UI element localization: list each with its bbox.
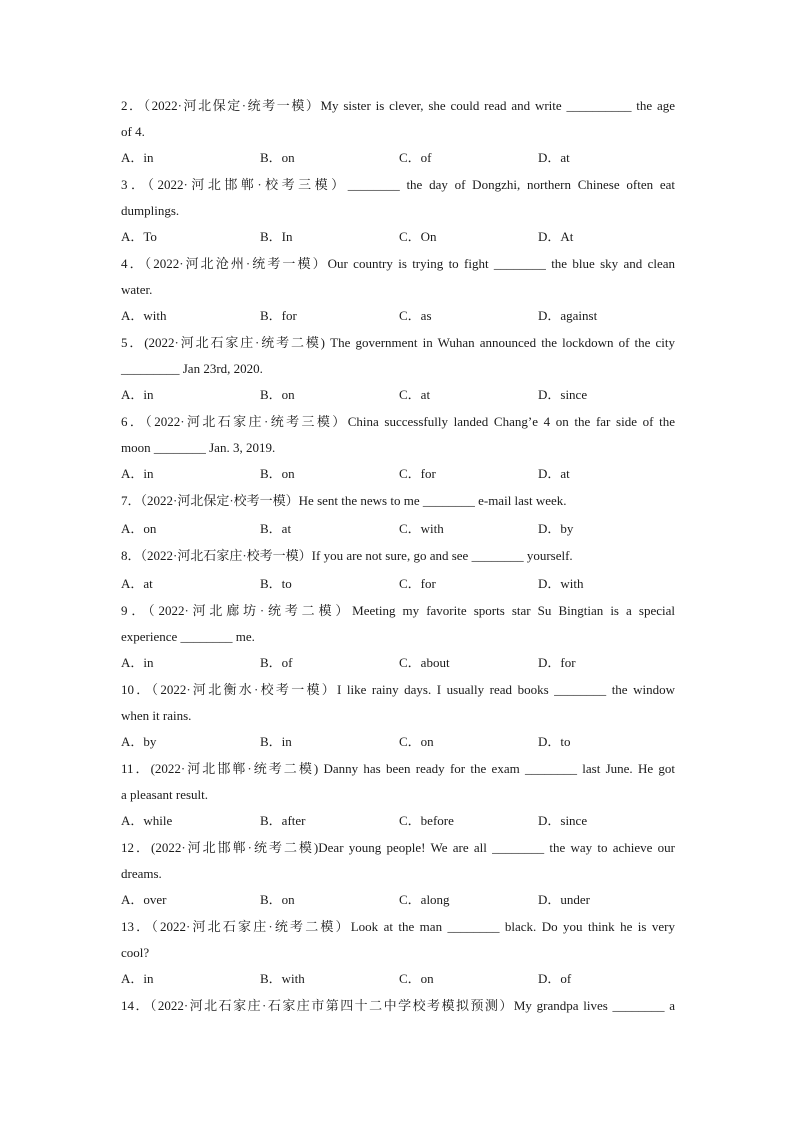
option-c[interactable]: C．about: [399, 655, 450, 670]
option-a[interactable]: A．with: [121, 308, 167, 323]
option-d[interactable]: D．against: [538, 308, 598, 323]
option-d[interactable]: D．for: [538, 655, 576, 670]
question-3: [121, 172, 675, 224]
option-c[interactable]: C．for: [399, 576, 436, 591]
question-10: [121, 677, 675, 729]
option-d[interactable]: D．by: [538, 521, 574, 536]
question-4-options: [121, 306, 641, 326]
option-c[interactable]: C．as: [399, 308, 432, 323]
option-a[interactable]: A．To: [121, 229, 157, 244]
question-text-line: 6．（2022·河北石家庄·统考三模）China successfully landed Chang’e 4 on the far side of the: [121, 414, 675, 429]
question-12-options: [121, 890, 641, 910]
question-text-line: 3．（2022·河北邯郸·校考三模）________ the day of Dongzhi, northern Chinese often eat: [121, 177, 675, 192]
question-text-line: 4．（2022·河北沧州·统考一模）Our country is trying to fight ________ the blue sky and clean: [121, 256, 675, 271]
question-13-options: [121, 969, 641, 989]
question-4: [121, 251, 675, 303]
question-6: [121, 409, 675, 461]
option-b[interactable]: B．after: [260, 813, 306, 828]
option-b[interactable]: B．of: [260, 655, 293, 670]
question-text-line: 9．（2022·河北廊坊·统考二模）Meeting my favorite sports star Su Bingtian is a special: [121, 603, 675, 618]
question-8: [121, 543, 675, 569]
question-text-line: 10．（2022·河北衡水·校考一模）I like rainy days. I usually read books ________ the window: [121, 682, 675, 697]
option-d[interactable]: D．at: [538, 466, 570, 481]
question-9-options: [121, 653, 641, 673]
option-a[interactable]: A．in: [121, 655, 154, 670]
option-a[interactable]: A．on: [121, 521, 157, 536]
option-d[interactable]: D．at: [538, 150, 570, 165]
option-a[interactable]: A．in: [121, 466, 154, 481]
question-text-line: 11．(2022·河北邯郸·统考二模) Danny has been ready for the exam ________ last June. He got: [121, 761, 675, 776]
question-text-line: dreams.: [121, 866, 162, 881]
option-b[interactable]: B．on: [260, 150, 295, 165]
option-d[interactable]: D．At: [538, 229, 574, 244]
question-8-options: [121, 574, 641, 594]
question-text-line: when it rains.: [121, 708, 192, 723]
option-a[interactable]: A．in: [121, 971, 154, 986]
option-c[interactable]: C．on: [399, 734, 434, 749]
option-b[interactable]: B．on: [260, 466, 295, 481]
question-13: [121, 914, 675, 966]
question-text-line: 2．（2022·河北保定·统考一模）My sister is clever, she could read and write __________ the age: [121, 98, 675, 113]
option-c[interactable]: C．for: [399, 466, 436, 481]
question-11-options: [121, 811, 641, 831]
question-7-options: [121, 519, 641, 539]
question-text-line: dumplings.: [121, 203, 180, 218]
question-3-options: [121, 227, 641, 247]
question-12: [121, 835, 675, 887]
option-d[interactable]: D．under: [538, 892, 590, 907]
option-c[interactable]: C．On: [399, 229, 437, 244]
option-b[interactable]: B．for: [260, 308, 297, 323]
question-10-options: [121, 732, 641, 752]
option-d[interactable]: D．with: [538, 576, 584, 591]
question-text-line: 14．（2022·河北石家庄·石家庄市第四十二中学校考模拟预测）My grandpa lives ________ a: [121, 998, 675, 1013]
question-text-line: a pleasant result.: [121, 787, 208, 802]
option-c[interactable]: C．at: [399, 387, 431, 402]
question-text-line: 12．(2022·河北邯郸·统考二模)Dear young people! We are all ________ the way to achieve our: [121, 840, 675, 855]
option-a[interactable]: A．while: [121, 813, 173, 828]
question-text-line: cool?: [121, 945, 150, 960]
option-b[interactable]: B．on: [260, 892, 295, 907]
question-2-options: [121, 148, 641, 168]
question-6-options: [121, 464, 641, 484]
option-b[interactable]: B．with: [260, 971, 305, 986]
option-c[interactable]: C．of: [399, 150, 432, 165]
option-a[interactable]: A．by: [121, 734, 157, 749]
option-d[interactable]: D．of: [538, 971, 572, 986]
question-text-line: 13．（2022·河北石家庄·统考二模）Look at the man ________ black. Do you think he is very: [121, 919, 675, 934]
question-text-line: moon ________ Jan. 3, 2019.: [121, 440, 276, 455]
question-2: [121, 93, 675, 145]
question-text-line: 5．(2022·河北石家庄·统考二模) The government in Wuhan announced the lockdown of the city: [121, 335, 675, 350]
option-a[interactable]: A．over: [121, 892, 167, 907]
question-text-line: water.: [121, 282, 153, 297]
question-5: [121, 330, 675, 382]
option-b[interactable]: B．at: [260, 521, 292, 536]
question-7: [121, 488, 675, 514]
question-text-line: 7．（2022·河北保定·校考一模）He sent the news to me ________ e-mail last week.: [121, 493, 567, 508]
question-9: [121, 598, 675, 650]
question-text-line: _________ Jan 23rd, 2020.: [121, 361, 263, 376]
option-d[interactable]: D．since: [538, 387, 588, 402]
option-b[interactable]: B．in: [260, 734, 292, 749]
question-text-line: 8．（2022·河北石家庄·校考一模）If you are not sure, go and see ________ yourself.: [121, 548, 573, 563]
option-c[interactable]: C．with: [399, 521, 444, 536]
option-a[interactable]: A．at: [121, 576, 153, 591]
question-text-line: of 4.: [121, 124, 145, 139]
question-14: [121, 993, 675, 1019]
question-11: [121, 756, 675, 808]
question-5-options: [121, 385, 641, 405]
option-c[interactable]: C．along: [399, 892, 450, 907]
option-c[interactable]: C．on: [399, 971, 434, 986]
option-b[interactable]: B．In: [260, 229, 293, 244]
option-b[interactable]: B．to: [260, 576, 292, 591]
option-d[interactable]: D．since: [538, 813, 588, 828]
option-d[interactable]: D．to: [538, 734, 571, 749]
option-b[interactable]: B．on: [260, 387, 295, 402]
option-a[interactable]: A．in: [121, 387, 154, 402]
option-c[interactable]: C．before: [399, 813, 454, 828]
option-a[interactable]: A．in: [121, 150, 154, 165]
question-text-line: experience ________ me.: [121, 629, 255, 644]
